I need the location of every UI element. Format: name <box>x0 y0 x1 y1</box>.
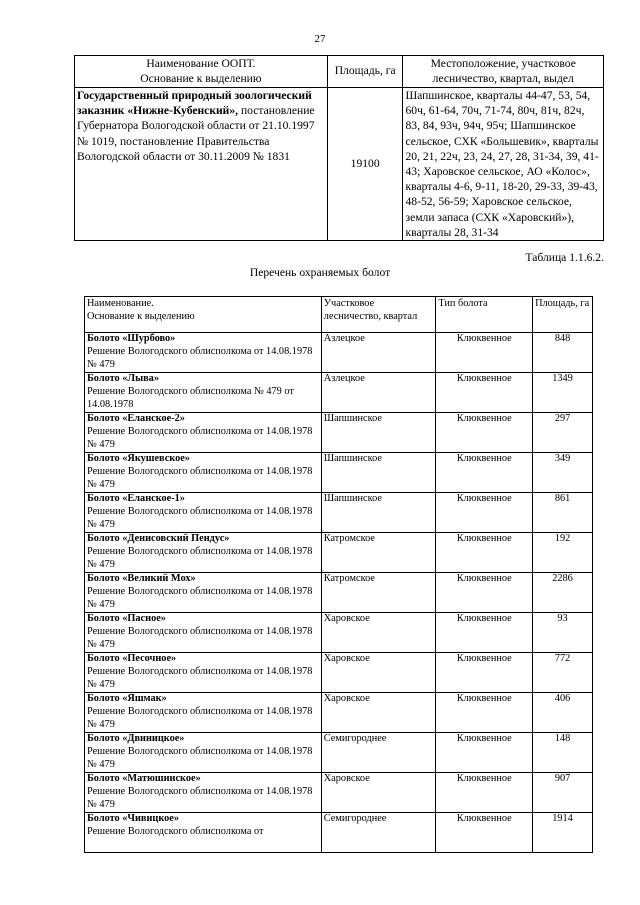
swamp-type: Клюквенное <box>436 453 533 493</box>
swamp-basis: Решение Вологодского облисполкома от 14.08.1978 № 479 <box>87 465 313 490</box>
table-number-label: Таблица 1.1.6.2. <box>525 251 604 264</box>
header-name-text: Наименование. Основание к выделению <box>87 298 195 323</box>
table-row <box>85 413 593 453</box>
swamp-type: Клюквенное <box>436 333 533 373</box>
swamp-area: 406 <box>533 693 593 733</box>
swamp-basis: Решение Вологодского облисполкома от 14.08.1978 № 479 <box>87 345 313 370</box>
swamp-area: 297 <box>533 413 593 453</box>
table-row <box>85 733 593 773</box>
swamp-name: Болото «Двиницкое» <box>87 733 185 744</box>
swamp-basis: Решение Вологодского облисполкома от 14.08.1978 № 479 <box>87 785 313 810</box>
swamp-forestry: Шапшинское <box>321 493 436 533</box>
swamp-type: Клюквенное <box>436 613 533 653</box>
header-location: Местоположение, участковое лесничество, квартал, выдел <box>403 56 604 88</box>
swamp-type: Клюквенное <box>436 573 533 613</box>
swamp-basis: Решение Вологодского облисполкома от 14.08.1978 № 479 <box>87 665 313 690</box>
table-row <box>85 533 593 573</box>
table-row <box>85 613 593 653</box>
swamp-name: Болото «Еланское-2» <box>87 413 185 424</box>
swamp-name: Болото «Чивицкое» <box>87 813 179 824</box>
swamp-type: Клюквенное <box>436 653 533 693</box>
table-caption: Перечень охраняемых болот <box>249 266 391 279</box>
swamp-area: 907 <box>533 773 593 813</box>
swamp-forestry: Катромское <box>321 533 436 573</box>
table-row <box>85 693 593 733</box>
table-row <box>85 573 593 613</box>
swamp-area: 848 <box>533 333 593 373</box>
swamp-type: Клюквенное <box>436 413 533 453</box>
table-row <box>85 333 593 373</box>
swamp-forestry: Харовское <box>321 773 436 813</box>
swamp-name-cell <box>85 613 322 653</box>
swamp-name: Болото «Еланское-1» <box>87 493 185 504</box>
header-name-text: Наименование ООПТ. Основание к выделению <box>140 57 262 85</box>
reserve-name-cell <box>75 88 328 241</box>
protected-area-table <box>74 55 604 241</box>
swamp-name: Болото «Великий Мох» <box>87 573 196 584</box>
swamp-basis: Решение Вологодского облисполкома от 14.08.1978 № 479 <box>87 425 313 450</box>
swamp-area: 192 <box>533 533 593 573</box>
swamp-basis: Решение Вологодского облисполкома от 14.08.1978 № 479 <box>87 625 313 650</box>
swamp-area: 861 <box>533 493 593 533</box>
swamp-name-cell <box>85 573 322 613</box>
header-type: Тип болота <box>436 297 533 333</box>
swamp-name: Болото «Матюшинское» <box>87 773 201 784</box>
swamp-name-cell <box>85 453 322 493</box>
swamp-basis: Решение Вологодского облисполкома от 14.08.1978 № 479 <box>87 705 313 730</box>
swamp-area: 93 <box>533 613 593 653</box>
header-area: Площадь, га <box>327 56 403 88</box>
header-forestry: Участковое лесничество, квартал <box>321 297 436 333</box>
swamp-basis: Решение Вологодского облисполкома от 14.08.1978 № 479 <box>87 505 313 530</box>
swamp-forestry: Харовское <box>321 653 436 693</box>
table-row <box>85 653 593 693</box>
swamp-name: Болото «Песочное» <box>87 653 177 664</box>
swamp-area: 349 <box>533 453 593 493</box>
swamp-name: Болото «Шурбово» <box>87 333 176 344</box>
swamp-name-cell <box>85 333 322 373</box>
header-area: Площадь, га <box>533 297 593 333</box>
swamp-type: Клюквенное <box>436 813 533 853</box>
swamp-area: 772 <box>533 653 593 693</box>
swamp-forestry: Катромское <box>321 573 436 613</box>
swamp-name-cell <box>85 773 322 813</box>
swamp-forestry: Харовское <box>321 613 436 653</box>
swamp-type: Клюквенное <box>436 773 533 813</box>
reserve-basis: постановление Губернатора Вологодской области от 21.10.1997 № 1019, постановление Правительства Вологодской области от 30.11.2009 № 1831 <box>77 104 315 163</box>
swamp-forestry: Харовское <box>321 693 436 733</box>
page-number: 27 <box>314 33 326 45</box>
swamp-name-cell <box>85 693 322 733</box>
swamp-name-cell <box>85 813 322 853</box>
swamp-forestry: Азлецкое <box>321 333 436 373</box>
swamp-area: 1349 <box>533 373 593 413</box>
swamp-type: Клюквенное <box>436 533 533 573</box>
table-row <box>85 373 593 413</box>
swamp-name-cell <box>85 653 322 693</box>
reserve-area: 19100 <box>327 88 403 241</box>
swamp-forestry: Шапшинское <box>321 413 436 453</box>
swamp-name-cell <box>85 373 322 413</box>
swamp-name: Болото «Якушевское» <box>87 453 190 464</box>
header-name <box>75 56 328 88</box>
table-row <box>85 773 593 813</box>
table-row <box>85 813 593 853</box>
swamp-forestry: Азлецкое <box>321 373 436 413</box>
swamp-area: 1914 <box>533 813 593 853</box>
table-header-row <box>75 56 604 88</box>
swamps-table <box>84 296 593 853</box>
swamp-basis: Решение Вологодского облисполкома от 14.08.1978 № 479 <box>87 585 313 610</box>
reserve-location: Шапшинское, кварталы 44-47, 53, 54, 60ч, 61-64, 70ч, 71-74, 80ч, 81ч, 82ч, 83, 84, 93ч, 94ч, 95ч; Шапшинское сельское, СХК «Большевик», кварталы 20, 21, 22ч, 23, 24, 27, 28, 31-34, 39, 41-43; Харовское сельское, АО «Колос», кварталы 4-6, 9-11, 18-20, 29-33, 39-43, 48-52, 56-59; Харовское сельское, земли запаса (СХК «Харовский»), кварталы 28, 31-34 <box>403 88 604 241</box>
swamp-basis: Решение Вологодского облисполкома от 14.08.1978 № 479 <box>87 745 313 770</box>
swamp-area: 148 <box>533 733 593 773</box>
swamp-name: Болото «Пасное» <box>87 613 166 624</box>
reserve-title: Государственный природный зоологический заказник «Нижне-Кубенский», <box>77 89 312 118</box>
swamp-forestry: Шапшинское <box>321 453 436 493</box>
table-row <box>85 453 593 493</box>
swamp-type: Клюквенное <box>436 733 533 773</box>
swamp-name: Болото «Лыва» <box>87 373 159 384</box>
header-name <box>85 297 322 333</box>
swamp-name: Болото «Яшмак» <box>87 693 167 704</box>
table-row <box>75 88 604 241</box>
swamp-name: Болото «Денисовский Пендус» <box>87 533 230 544</box>
swamp-type: Клюквенное <box>436 373 533 413</box>
swamp-name-cell <box>85 533 322 573</box>
swamp-name-cell <box>85 733 322 773</box>
swamp-basis: Решение Вологодского облисполкома № 479 от 14.08.1978 <box>87 385 294 410</box>
swamp-name-cell <box>85 493 322 533</box>
swamp-type: Клюквенное <box>436 693 533 733</box>
swamp-basis: Решение Вологодского облисполкома от <box>87 825 264 837</box>
swamp-area: 2286 <box>533 573 593 613</box>
swamp-name-cell <box>85 413 322 453</box>
table-header-row <box>85 297 593 333</box>
swamp-basis: Решение Вологодского облисполкома от 14.08.1978 № 479 <box>87 545 313 570</box>
swamp-type: Клюквенное <box>436 493 533 533</box>
swamp-forestry: Семигороднее <box>321 813 436 853</box>
table-row <box>85 493 593 533</box>
swamp-forestry: Семигороднее <box>321 733 436 773</box>
